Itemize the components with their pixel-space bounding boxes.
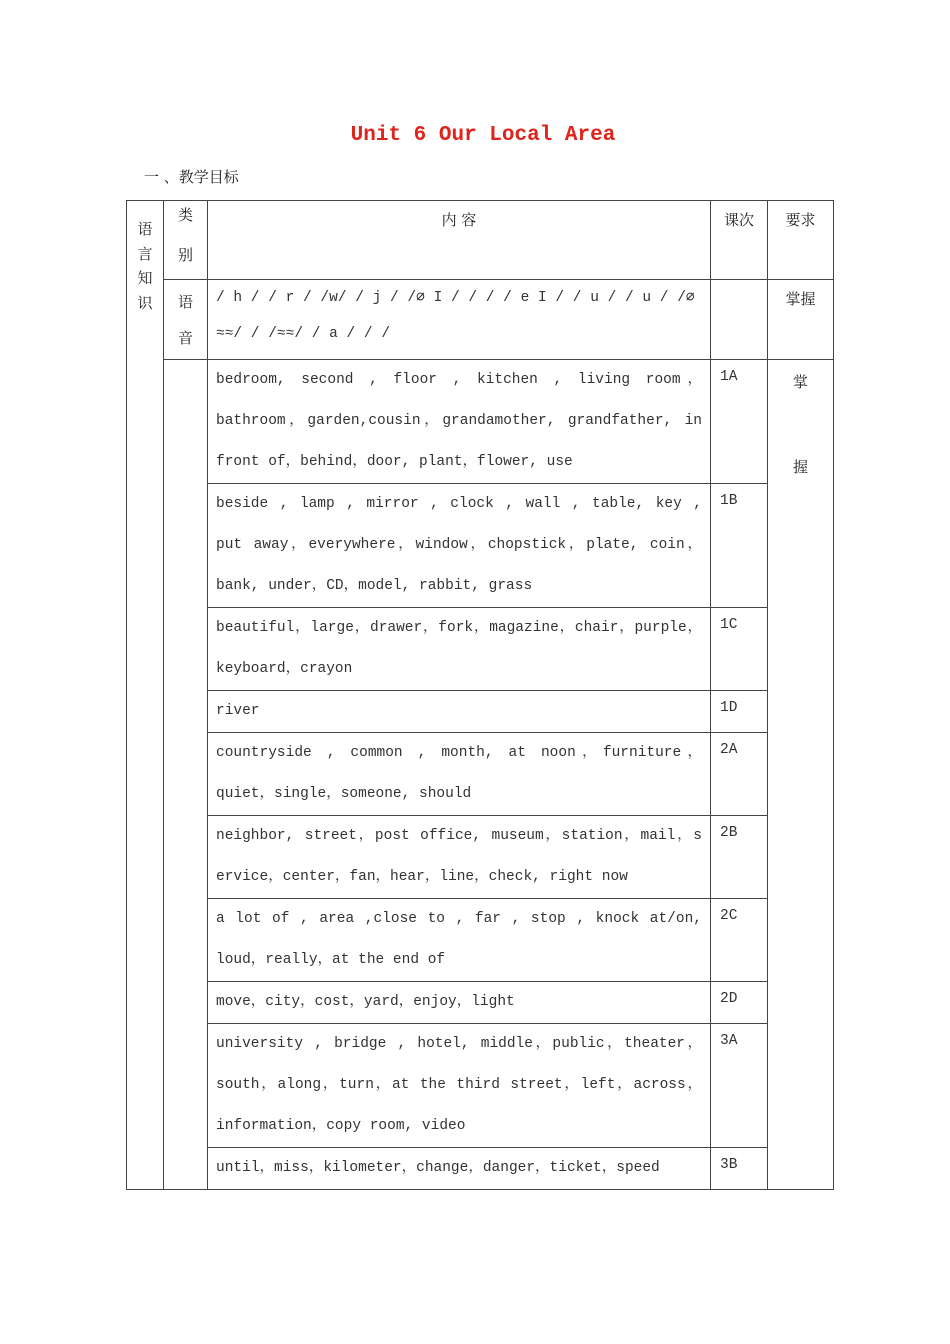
vocab-lesson: 1D: [711, 691, 768, 733]
vocab-row-2d: [127, 982, 834, 1024]
vocab-content: neighbor, street，post office, museum，station，mail，s ervice，center，fan，hear，line，check, right now: [208, 816, 711, 899]
phonetics-category: 语音: [164, 280, 208, 360]
vocab-row-2b: [127, 816, 834, 899]
vocab-lesson: 2A: [711, 733, 768, 816]
requirement-header: 要求: [768, 201, 834, 280]
vocab-content: river: [208, 691, 711, 733]
vocab-content: move，city，cost，yard，enjoy，light: [208, 982, 711, 1024]
vocab-content: countryside , common , month, at noon，furniture，quiet，single，someone, should: [208, 733, 711, 816]
vocab-lesson: 2C: [711, 899, 768, 982]
language-knowledge-cell: [127, 201, 164, 1190]
vocab-row-1c: [127, 608, 834, 691]
document-title: Unit 6 Our Local Area: [350, 124, 616, 147]
vocab-content: bedroom, second , floor , kitchen , living room，bathroom，garden,cousin，grandamother, grandfather, in front of，behind，door, plant，flower, use: [208, 360, 711, 484]
vocab-row-1b: [127, 484, 834, 608]
vocab-lesson: 2B: [711, 816, 768, 899]
content-header: 内 容: [208, 201, 711, 280]
vocab-row-3b: [127, 1148, 834, 1190]
vocab-row-3a: [127, 1024, 834, 1148]
vocab-content: a lot of , area ,close to , far , stop , knock at/on, loud，really，at the end of: [208, 899, 711, 982]
vocab-row-2a: [127, 733, 834, 816]
category-header: 类别: [164, 201, 208, 280]
vocab-lesson: 1B: [711, 484, 768, 608]
phonetics-lesson: [711, 280, 768, 360]
vocab-lesson: 1A: [711, 360, 768, 484]
phonetics-row: [127, 280, 834, 360]
phonetics-content: / h / / r / /w/ / j / /∅ I / / / / e I / / u / / u / /∅ ≈≈/ / /≈≈/ / a / / /: [208, 280, 711, 360]
teaching-objectives-table: [126, 200, 834, 1190]
lesson-header: 课次: [711, 201, 768, 280]
vocab-requirement-cell: [768, 360, 834, 1190]
vocab-lesson: 2D: [711, 982, 768, 1024]
vocab-content: university , bridge , hotel, middle，public，theater，south，along，turn，at the third street，left，across，information，copy room, video: [208, 1024, 711, 1148]
vocab-content: until，miss，kilometer，change，danger，ticket，speed: [208, 1148, 711, 1190]
phonetics-requirement: 掌握: [768, 280, 834, 360]
vocab-row-1d: [127, 691, 834, 733]
vocab-lesson: 1C: [711, 608, 768, 691]
vocab-row-2c: [127, 899, 834, 982]
vocab-content: beautiful，large，drawer，fork，magazine，chair，purple， keyboard，crayon: [208, 608, 711, 691]
table-header-row: [127, 201, 834, 280]
vocab-content: beside , lamp , mirror , clock , wall , table, key , put away，everywhere，window，chopstick，plate, coin，bank, under，CD，model, rabbit, grass: [208, 484, 711, 608]
vocab-requirement-label: 掌握: [792, 373, 808, 476]
vocab-lesson: 3A: [711, 1024, 768, 1148]
vocab-row-1a: [127, 360, 834, 484]
section-heading: 一 、教学目标: [144, 168, 239, 186]
language-knowledge-label: 语言知识: [137, 220, 153, 312]
vocab-category-cell: [164, 360, 208, 1190]
vocab-lesson: 3B: [711, 1148, 768, 1190]
